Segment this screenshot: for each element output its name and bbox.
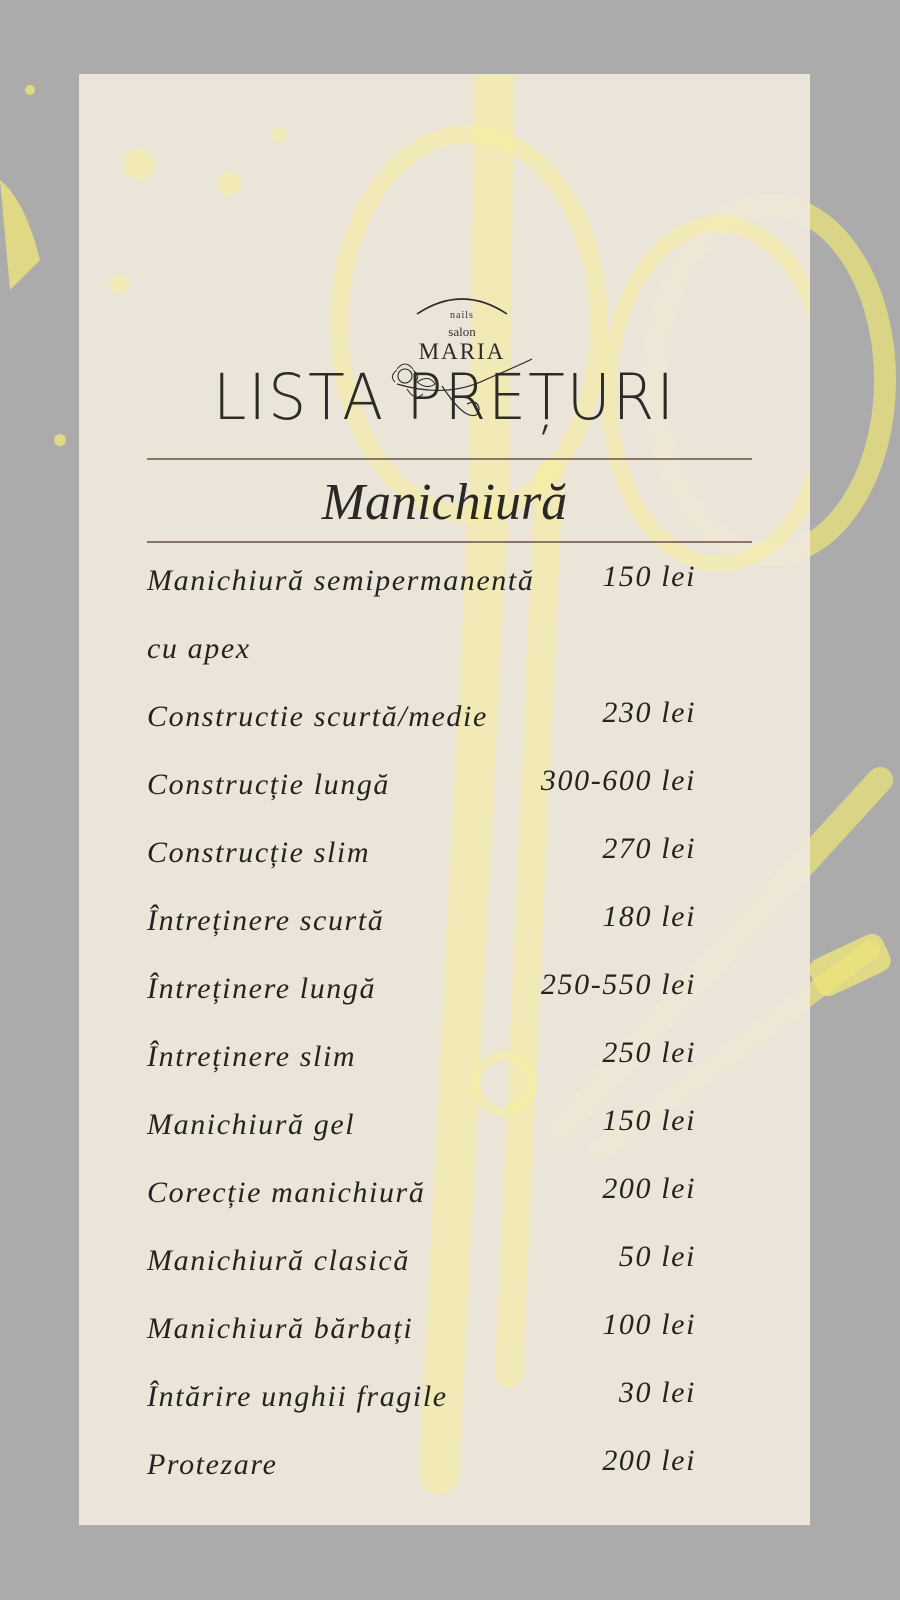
divider-bottom xyxy=(147,541,752,543)
service-name: Întreținere lungă xyxy=(147,972,377,1005)
service-price: 250 lei xyxy=(602,1036,696,1069)
service-name: cu apex xyxy=(147,632,251,665)
price-row xyxy=(147,560,790,610)
price-row xyxy=(147,632,790,678)
logo-tagline-top: nails xyxy=(450,310,474,321)
price-list-card xyxy=(79,74,810,1525)
price-row xyxy=(147,764,790,814)
service-name: Manichiură clasică xyxy=(147,1244,410,1277)
price-row xyxy=(147,1104,790,1154)
service-price: 50 lei xyxy=(618,1240,696,1273)
service-name: Protezare xyxy=(147,1448,278,1481)
price-row xyxy=(147,1240,790,1290)
service-price: 300-600 lei xyxy=(540,764,696,797)
price-row xyxy=(147,696,790,746)
service-name: Corecție manichiură xyxy=(147,1176,426,1209)
price-row xyxy=(147,1308,790,1358)
page-title: LISTA PREȚURI xyxy=(212,361,677,435)
service-price: 30 lei xyxy=(618,1376,696,1409)
service-name: Întreținere slim xyxy=(147,1040,357,1073)
service-price: 200 lei xyxy=(602,1172,696,1205)
service-price: 270 lei xyxy=(602,832,696,865)
service-name: Manichiură semipermanentă xyxy=(147,564,535,597)
price-row xyxy=(147,1376,790,1426)
service-price: 200 lei xyxy=(602,1444,696,1477)
service-name: Construcție slim xyxy=(147,836,371,869)
service-name: Manichiură bărbați xyxy=(147,1312,414,1345)
price-row xyxy=(147,832,790,882)
price-row xyxy=(147,1444,790,1494)
service-price: 250-550 lei xyxy=(540,968,696,1001)
service-price: 100 lei xyxy=(602,1308,696,1341)
price-row xyxy=(147,1172,790,1222)
price-row xyxy=(147,1036,790,1086)
service-name: Întărire unghii fragile xyxy=(147,1380,448,1413)
logo-tagline: salon xyxy=(448,324,476,339)
service-price: 230 lei xyxy=(602,696,696,729)
logo-brand-name: MARIA xyxy=(418,339,506,364)
service-name: Construcție lungă xyxy=(147,768,391,801)
price-row xyxy=(147,900,790,950)
divider-top xyxy=(147,458,752,460)
service-name: Constructie scurtă/medie xyxy=(147,700,488,733)
service-price: 150 lei xyxy=(602,560,696,593)
price-row xyxy=(147,968,790,1018)
service-price: 150 lei xyxy=(602,1104,696,1137)
service-name: Întreținere scurtă xyxy=(147,904,385,937)
service-price: 180 lei xyxy=(602,900,696,933)
service-name: Manichiură gel xyxy=(147,1108,356,1141)
section-heading: Manichiură xyxy=(321,474,568,531)
